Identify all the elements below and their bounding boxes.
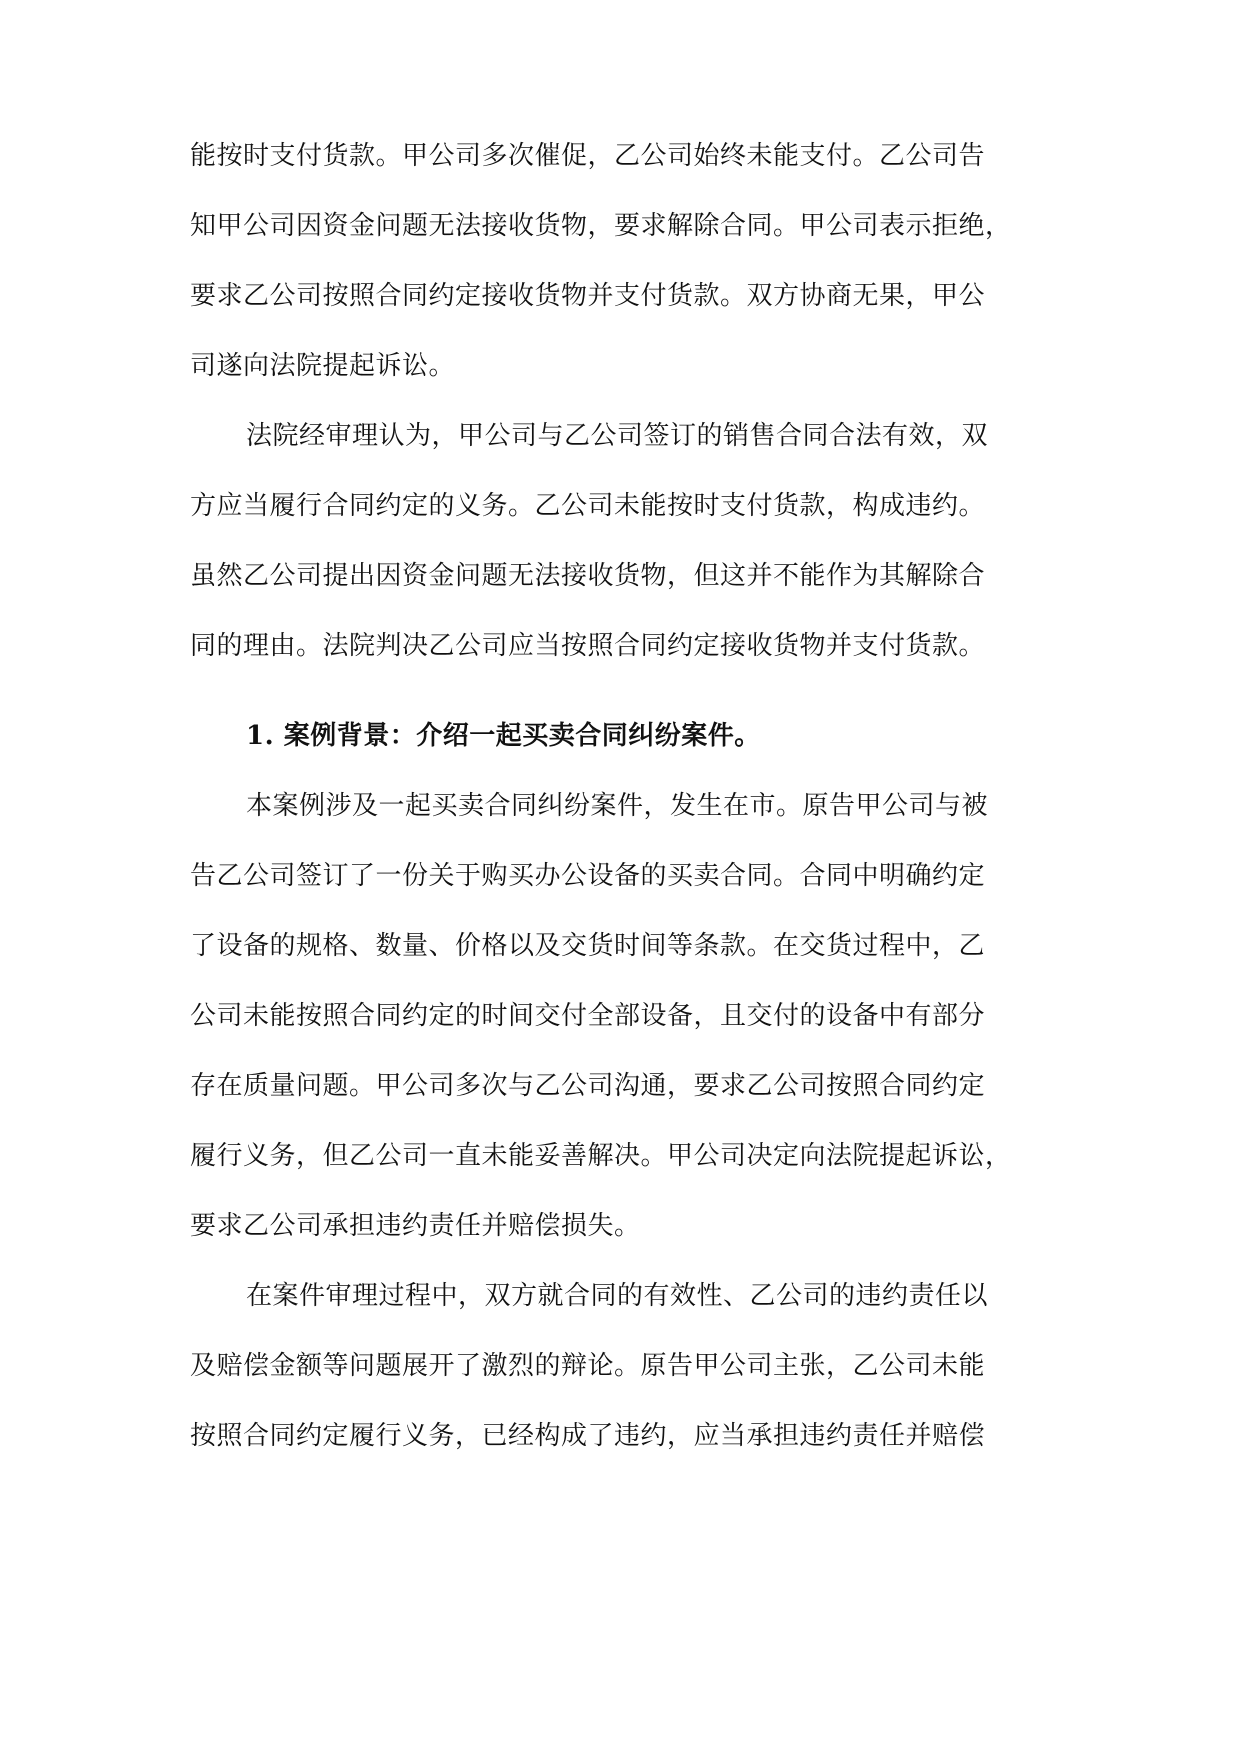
body-line: 了设备的规格、数量、价格以及交货时间等条款。在交货过程中，乙 — [190, 931, 986, 961]
body-line: 按照合同约定履行义务，已经构成了违约，应当承担违约责任并赔偿 — [190, 1421, 986, 1451]
body-line: 虽然乙公司提出因资金问题无法接收货物，但这并不能作为其解除合 — [190, 561, 986, 591]
body-line: 在案件审理过程中，双方就合同的有效性、乙公司的违约责任以 — [246, 1281, 989, 1311]
body-line: 履行义务，但乙公司一直未能妥善解决。甲公司决定向法院提起诉讼， — [190, 1141, 1012, 1171]
body-line: 及赔偿金额等问题展开了激烈的辩论。原告甲公司主张，乙公司未能 — [190, 1351, 986, 1381]
body-line: 法院经审理认为，甲公司与乙公司签订的销售合同合法有效，双 — [246, 421, 989, 451]
body-line: 方应当履行合同约定的义务。乙公司未能按时支付货款，构成违约。 — [190, 491, 986, 521]
body-line: 知甲公司因资金问题无法接收货物，要求解除合同。甲公司表示拒绝， — [190, 211, 1012, 241]
section-heading: 1. 案例背景：介绍一起买卖合同纠纷案件。 — [246, 721, 761, 751]
body-line: 本案例涉及一起买卖合同纠纷案件，发生在市。原告甲公司与被 — [246, 791, 989, 821]
body-line: 要求乙公司承担违约责任并赔偿损失。 — [190, 1211, 641, 1241]
body-line: 存在质量问题。甲公司多次与乙公司沟通，要求乙公司按照合同约定 — [190, 1071, 986, 1101]
body-line: 同的理由。法院判决乙公司应当按照合同约定接收货物并支付货款。 — [190, 631, 986, 661]
body-line: 要求乙公司按照合同约定接收货物并支付货款。双方协商无果，甲公 — [190, 281, 986, 311]
body-line: 能按时支付货款。甲公司多次催促，乙公司始终未能支付。乙公司告 — [190, 141, 986, 171]
body-line: 告乙公司签订了一份关于购买办公设备的买卖合同。合同中明确约定 — [190, 861, 986, 891]
body-line: 司遂向法院提起诉讼。 — [190, 351, 456, 381]
body-line: 公司未能按照合同约定的时间交付全部设备，且交付的设备中有部分 — [190, 1001, 986, 1031]
